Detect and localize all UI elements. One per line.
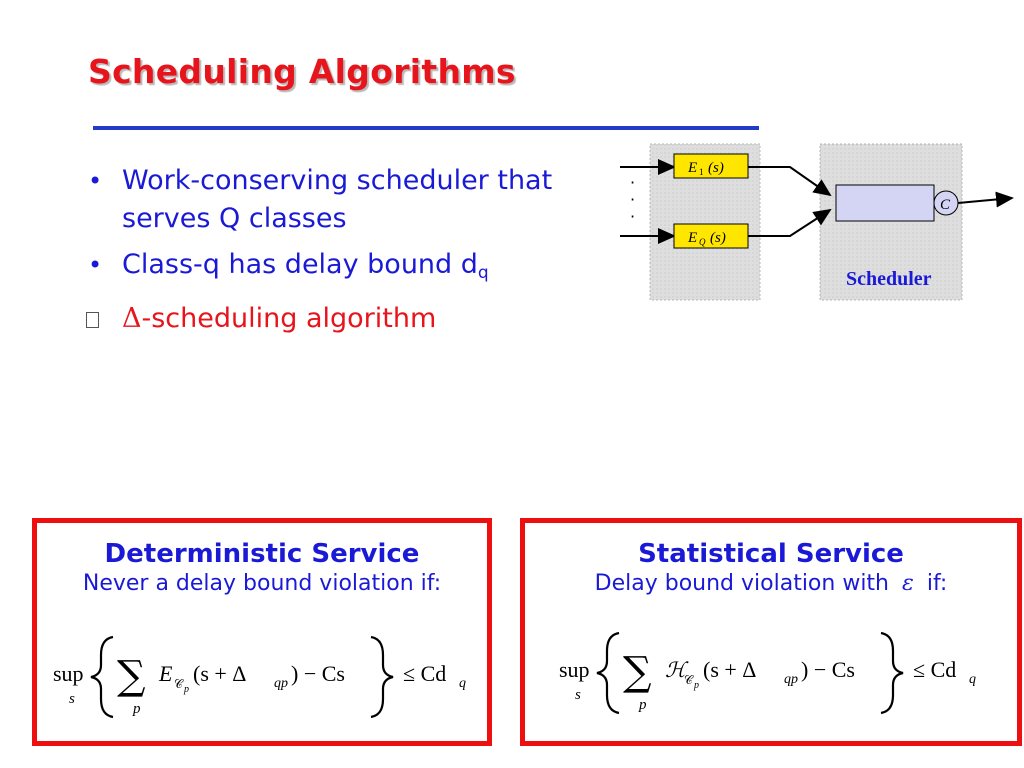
term-subscript: 𝒞 [684,673,693,687]
term-argument: (s + Δ [193,661,247,686]
delta-subscript: qp [274,676,288,691]
ellipsis-dot: · [630,190,636,209]
ellipsis-dot: · [630,173,636,192]
output-arrow [958,198,1012,203]
bullet-subscript: q [477,263,489,283]
epsilon-symbol: ε [902,571,914,596]
deterministic-service-box [32,518,492,746]
title-underline [93,126,759,130]
statistical-formula [525,625,1017,719]
formula-rhs: ≤ Cd [403,661,447,686]
sum-subscript: p [639,697,647,713]
bullet-dot-icon: • [88,167,103,195]
delta-subscript: qp [784,672,798,687]
bullet-item [86,246,606,292]
scheduler-queue-box [836,185,934,221]
delta-symbol: Δ [122,303,142,334]
term-symbol: ℋ [665,658,686,682]
formula-rhs-subscript: q [459,676,466,691]
bullet-list [86,162,606,346]
missing-glyph-box-icon [86,312,99,328]
statistical-subtitle-post: if: [926,571,948,596]
deterministic-title: Deterministic Service [104,539,420,569]
slide-title: Scheduling Algorithms [88,52,516,91]
sup-operator: sup [559,657,590,682]
formula-rhs: ≤ Cd [913,657,957,682]
ellipsis-dot: · [630,207,636,226]
sup-subscript: s [69,691,75,707]
deterministic-formula [37,629,487,723]
term-symbol: E [159,661,173,686]
envelope-label-top: E [688,160,698,176]
statistical-service-box [520,518,1022,746]
term-argument-end: ) − Cs [291,661,345,686]
term-sub-subscript: p [184,684,189,695]
right-brace [371,637,393,717]
bullet-text: Work-conserving scheduler that serves Q classes [122,165,553,234]
term-argument: (s + Δ [703,657,757,682]
statistical-subtitle-pre: Delay bound violation with [594,571,890,596]
envelope-label-bottom-arg: (s) [710,230,726,246]
deterministic-subtitle: Never a delay bound violation if: [82,571,442,596]
term-argument-end: ) − Cs [801,657,855,682]
envelope-label-bottom: E [688,230,698,246]
formula-rhs-subscript: q [969,672,976,687]
bullet-item-highlight [86,300,606,338]
scheduler-label: Scheduler [846,268,932,290]
bullet-text: Class-q has delay bound d [122,249,478,280]
capacity-label: C [940,197,951,213]
bullet-item [86,162,606,238]
envelope-label-top-sub: 1 [699,167,704,177]
bullet-text: -scheduling algorithm [141,303,437,334]
statistical-subtitle [525,571,1017,596]
right-brace [881,633,903,713]
statistical-title: Statistical Service [638,539,904,569]
sum-symbol: ∑ [117,653,146,699]
scheduler-diagram-svg [600,140,1020,310]
term-sub-subscript: p [694,680,699,691]
envelope-label-bottom-sub: Q [699,237,706,247]
deterministic-formula-svg [47,629,477,723]
statistical-formula-svg [551,625,991,719]
term-subscript: 𝒞 [174,677,183,691]
left-brace [91,637,113,717]
sup-operator: sup [53,661,84,686]
left-brace [597,633,619,713]
envelope-label-top-arg: (s) [708,160,724,176]
bullet-dot-icon: • [88,251,103,279]
scheduler-diagram [600,140,1020,310]
sum-symbol: ∑ [623,649,652,695]
sup-subscript: s [575,687,581,703]
sum-subscript: p [133,701,141,717]
